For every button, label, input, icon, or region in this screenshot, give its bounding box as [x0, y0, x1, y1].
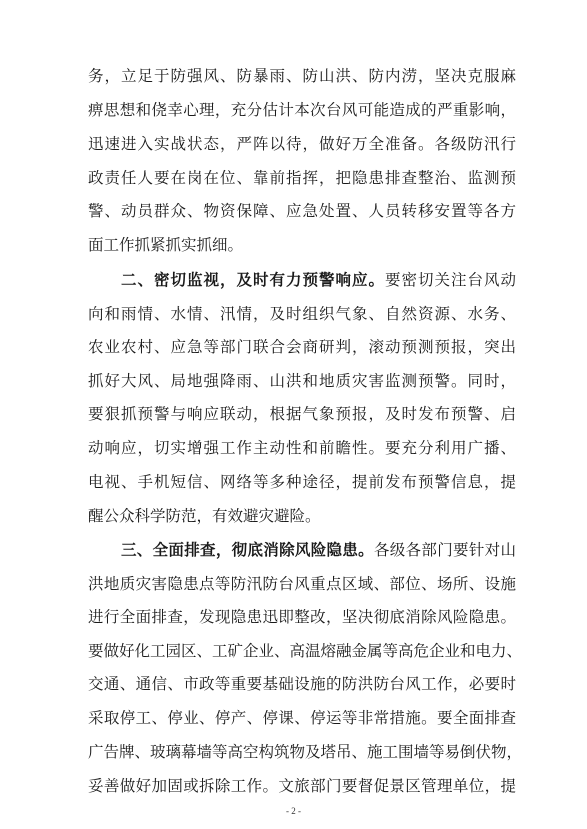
p3-line-5: 交通、通信、市政等重要基础设施的防洪防台风工作，必要时 — [88, 675, 516, 693]
p2-heading: 二、密切监视，及时有力预警响应。 — [121, 270, 385, 289]
p1-line-2: 痹思想和侥幸心理，充分估计本次台风可能造成的严重影响， — [88, 101, 516, 119]
p1-line-5: 警、动员群众、物资保障、应急处置、人员转移安置等各方 — [88, 202, 516, 220]
p3-line-3: 进行全面排查，发现隐患迅即整改，坚决彻底消除风险隐患。 — [88, 608, 516, 626]
p1-line-1: 务，立足于防强风、防暴雨、防山洪、防内涝，坚决克服麻 — [88, 67, 516, 85]
p2-line-3: 农业农村、应急等部门联合会商研判，滚动预测预报，突出 — [88, 338, 516, 356]
p2-line-2: 向和雨情、水情、汛情，及时组织气象、自然资源、水务、 — [88, 305, 516, 323]
p2-line-7: 电视、手机短信、网络等多种途径，提前发布预警信息，提 — [88, 473, 516, 491]
p2-first-line-rest: 要密切关注台风动 — [384, 271, 516, 289]
p2-line-5: 要狠抓预警与响应联动，根据气象预报，及时发布预警、启 — [88, 405, 516, 423]
p1-line-6: 面工作抓紧抓实抓细。 — [88, 236, 244, 254]
p3-first-line-rest: 各级各部门要针对山 — [373, 541, 516, 559]
p3-line-4: 要做好化工园区、工矿企业、高温熔融金属等高危企业和电力、 — [88, 642, 523, 660]
p1-line-4: 政责任人要在岗在位、靠前指挥，把隐患排查整治、监测预 — [88, 169, 516, 187]
p3-line-7: 广告牌、玻璃幕墙等高空构筑物及塔吊、施工围墙等易倒伏物， — [88, 743, 523, 761]
p2-line-8: 醒公众科学防范，有效避灾避险。 — [88, 507, 321, 525]
p2-line-1 — [121, 270, 516, 290]
p1-line-3: 迅速进入实战状态，严阵以待，做好万全准备。各级防汛行 — [88, 135, 516, 153]
p3-line-6: 采取停工、停业、停产、停课、停运等非常措施。要全面排查 — [88, 709, 516, 727]
page-number: - 2 - — [286, 806, 301, 816]
p3-heading: 三、全面排查，彻底消除风险隐患。 — [121, 540, 374, 559]
p3-line-8: 妥善做好加固或拆除工作。文旅部门要督促景区管理单位，提 — [88, 777, 516, 795]
p3-line-2: 洪地质灾害隐患点等防汛防台风重点区域、部位、场所、设施 — [88, 575, 516, 593]
p3-line-1 — [121, 540, 516, 560]
p2-line-4: 抓好大风、局地强降雨、山洪和地质灾害监测预警。同时， — [88, 372, 516, 390]
p2-line-6: 动响应，切实增强工作主动性和前瞻性。要充分利用广播、 — [88, 439, 516, 457]
